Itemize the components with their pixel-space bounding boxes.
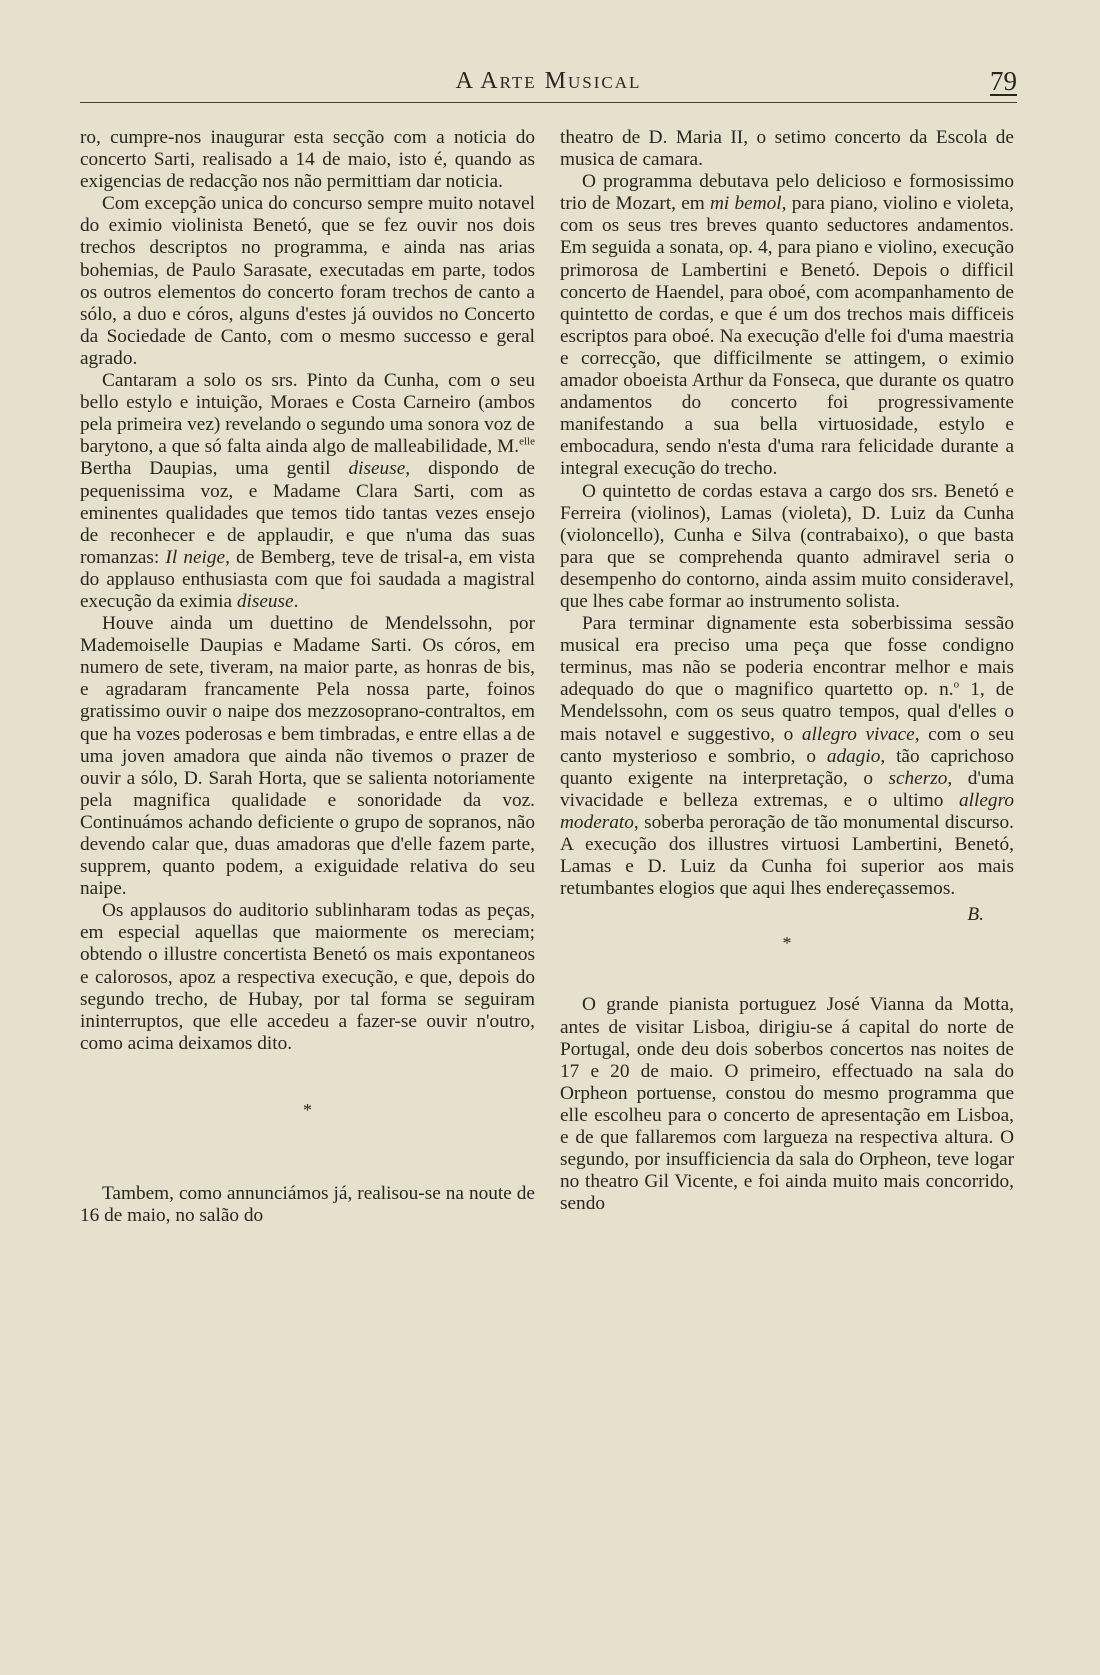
section-separator: *: [303, 1099, 312, 1120]
right-column: [560, 127, 1014, 1215]
left-column: [80, 127, 535, 1227]
paragraph: Houve ainda um duettino de Mendelssohn, por Mademoiselle Daupias e Madame Sarti. Os córos, em numero de sete, tiveram, na maior parte, as honras de bis, e agradaram francamente Pela nossa parte, foinos gratissimo ouvir o naipe dos mezzosoprano-contraltos, em que ha vozes poderosas e bem timbradas, e entre ellas a de uma joven amadora que ainda não tivemos o prazer de ouvir a sólo, D. Sarah Horta, que se salienta notoriamente pela magnifica qualidade e sonoridade da voz. Continuámos achando deficiente o grupo de sopranos, não devendo calar que, duas amadoras que d'elle fazem parte, supprem, quanto podem, a exiguidade relativa do seu naipe.: [80, 613, 535, 900]
running-head: [80, 62, 1017, 103]
paragraph: theatro de D. Maria II, o setimo concerto da Escola de musica de camara.: [560, 127, 1014, 171]
page-number: 79: [990, 66, 1017, 96]
paragraph: Com excepção unica do concurso sempre muito notavel do eximio violinista Benetó, que se fez ouvir nos dois trechos descriptos no programma, e ainda nas arias bohemias, de Paulo Sarasate, executadas em parte, todos os outros elementos do concerto foram trechos de canto a sólo, a duo e córos, alguns d'estes já ouvidos no Concerto da Sociedade de Canto, com o mesmo successo e geral agrado.: [80, 193, 535, 369]
paragraph: Tambem, como annunciámos já, realisou-se na noute de 16 de maio, no salão do: [80, 1183, 535, 1227]
paragraph: O programma debutava pelo delicioso e formosissimo trio de Mozart, em mi bemol, para piano, violino e violeta, com os seus tres breves quanto seductores andamentos. Em seguida a sonata, op. 4, para piano e violino, execução primorosa de Lambertini e Benetó. Depois o difficil concerto de Haendel, para oboé, com acompanhamento de quintetto de cordas, e que é um dos trechos mais difficeis escriptos para oboé. Na execução d'elle foi d'uma maestria e correcção, que difficilmente se attingem, o eximio amador oboeista Arthur da Fonseca, que durante os quatro andamentos do concerto foi progressivamente manifestando a sua bella virtuosidade, estylo e embocadura, sendo n'esta d'uma rara felicidade durante a integral execução do trecho.: [560, 171, 1014, 480]
paragraph: O grande pianista portuguez José Vianna da Motta, antes de visitar Lisboa, dirigiu-se á capital do norte de Portugal, onde deu dois soberbos concertos nas noites de 17 e 20 de maio. O primeiro, effectuado na sala do Orpheon portuense, constou do mesmo programma que elle escolheu para o concerto de apresentação em Lisboa, e de que fallaremos com largueza na respectiva altura. O segundo, por insufficiencia da sala do Orpheon, teve logar no theatro Gil Vicente, e foi ainda muito mais concorrido, sendo: [560, 994, 1014, 1215]
paragraph: ro, cumpre-nos inaugurar esta secção com a noticia do concerto Sarti, realisado a 14 de maio, isto é, quando as exigencias de redacção nos não permittiam dar noticia.: [80, 127, 535, 193]
paragraph: O quintetto de cordas estava a cargo dos srs. Benetó e Ferreira (violinos), Lamas (violeta), D. Luiz da Cunha (violoncello), Cunha e Silva (contrabaixo), o que basta para que se comprehenda quanto admiravel seria o desempenho do contorno, ainda assim muito consideravel, que lhes cabe formar ao instrumento solista.: [560, 480, 1014, 612]
section-separator: *: [782, 933, 792, 954]
journal-title: A Arte Musical: [455, 68, 642, 94]
paragraph: Cantaram a solo os srs. Pinto da Cunha, com o seu bello estylo e intuição, Moraes e Costa Carneiro (ambos pela primeira vez) revelando o segundo uma sonora voz de barytono, a que só falta ainda algo de malleabilidade, M.$^{elle}$ Bertha Daupias, uma gentil diseuse, dispondo de pequenissima voz, e Madame Clara Sarti, com as eminentes qualidades que temos tido tantas vezes ensejo de reconhecer e de applaudir, e que n'uma das suas romanzas: Il neige, de Bemberg, teve de trisal-a, em vista do applauso enthusiasta com que foi saudada a magistral execução da eximia diseuse.: [80, 370, 536, 612]
author-signature: B.: [967, 904, 984, 926]
paragraph: Para terminar dignamente esta soberbissima sessão musical era preciso uma peça que fosse condigno terminus, mas não se poderia encontrar melhor e mais adequado do que o magnifico quartetto op. n.$^o$ 1, de Mendelssohn, com os seus quatro tempos, qual d'elles o mais notavel e suggestivo, o allegro vivace, com o seu canto mysterioso e sombrio, o adagio, tão caprichoso quanto exigente na interpretação, o scherzo, d'uma vivacidade e belleza extremas, e o ultimo allegro moderato, soberba peroração de tão monumental discurso. A execução dos illustres virtuosi Lambertini, Benetó, Lamas e D. Luiz da Cunha foi superior aos mais retumbantes elogios que aqui lhes endereçassemos.: [560, 613, 1014, 900]
paragraph: Os applausos do auditorio sublinharam todas as peças, em especial aquellas que maiormente os mereciam; obtendo o illustre concertista Benetó os mais expontaneos e calorosos, apoz a respectiva execução, e que, depois do segundo trecho, de Hubay, por tal forma se seguiram ininterruptos, que elle accedeu a fazer-se ouvir n'outro, como acima deixamos dito.: [80, 900, 535, 1054]
